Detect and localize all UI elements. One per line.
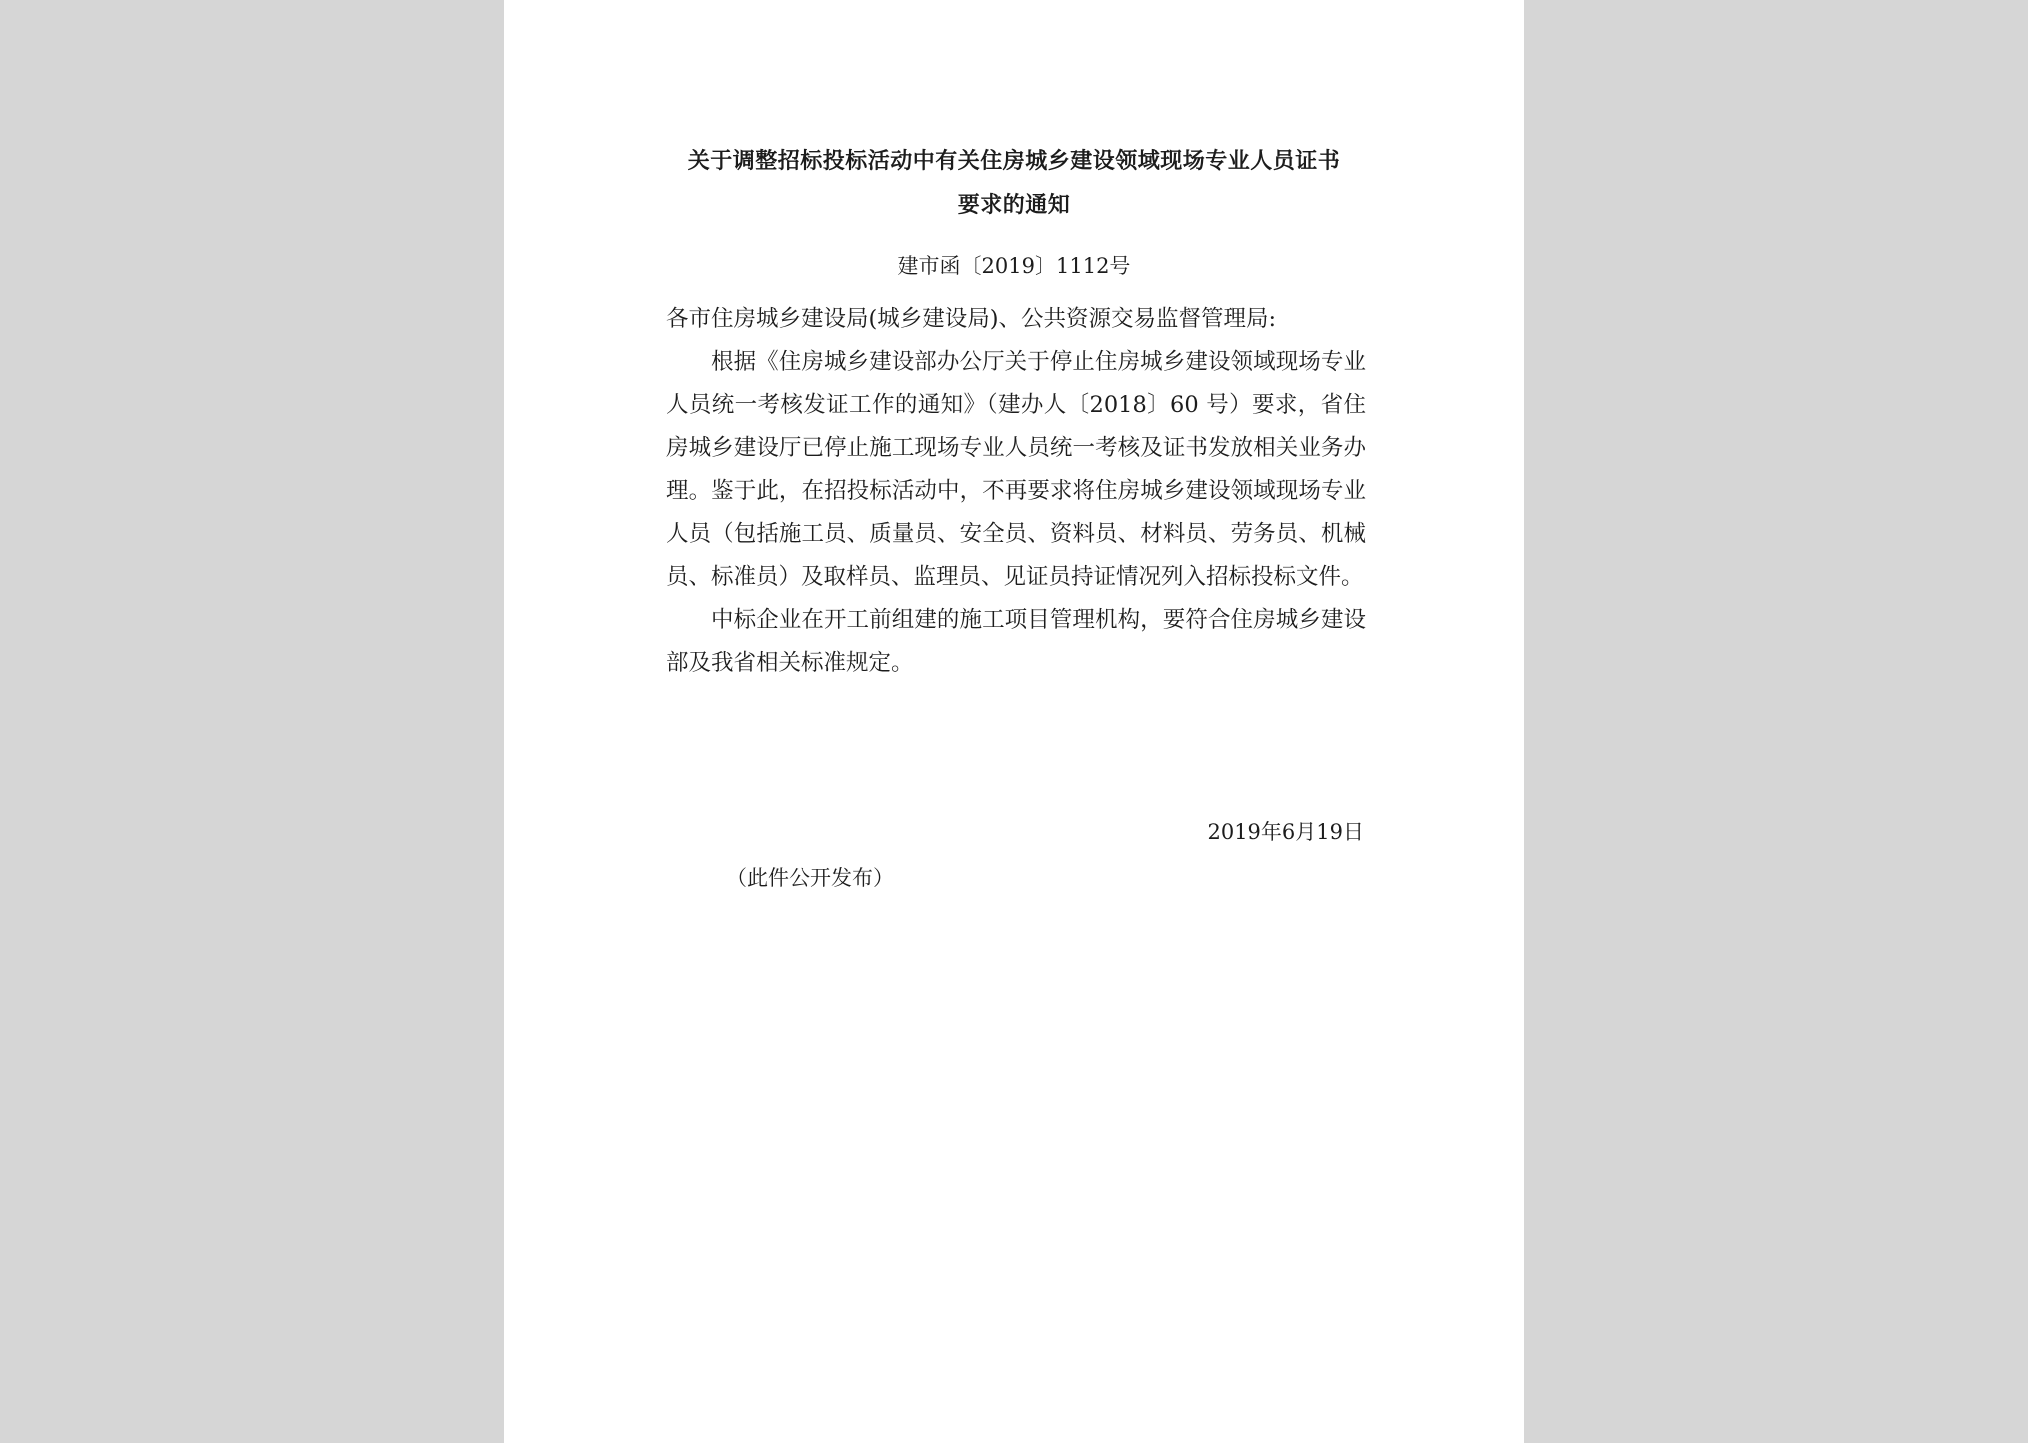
body-paragraph-1: 根据《住房城乡建设部办公厅关于停止住房城乡建设领域现场专业人员统一考核发证工作的通知》（建办人〔2018〕60 号）要求，省住房城乡建设厅已停止施工现场专业人员统一考核及证书发放相关业务办理。鉴于此，在招投标活动中，不再要求将住房城乡建设领域现场专业人员（包括施工员、质量员、安全员、资料员、材料员、劳务员、机械员、标准员）及取样员、监理员、见证员持证情况列入招标投标文件。 <box>666 349 1366 590</box>
document-page <box>504 0 1524 1443</box>
document-number: 建市函〔2019〕1112号 <box>897 254 1131 278</box>
document-title-line-2: 要求的通知 <box>957 193 1071 218</box>
publish-note: （此件公开发布） <box>726 866 894 890</box>
document-date: 2019年6月19日 <box>1207 820 1364 844</box>
body-paragraph-2: 中标企业在开工前组建的施工项目管理机构，要符合住房城乡建设部及我省相关标准规定。 <box>666 607 1366 676</box>
salutation: 各市住房城乡建设局(城乡建设局)、公共资源交易监督管理局: <box>666 306 1277 332</box>
document-title-line-1: 关于调整招标投标活动中有关住房城乡建设领域现场专业人员证书 <box>687 149 1341 174</box>
document-body <box>666 298 1366 685</box>
